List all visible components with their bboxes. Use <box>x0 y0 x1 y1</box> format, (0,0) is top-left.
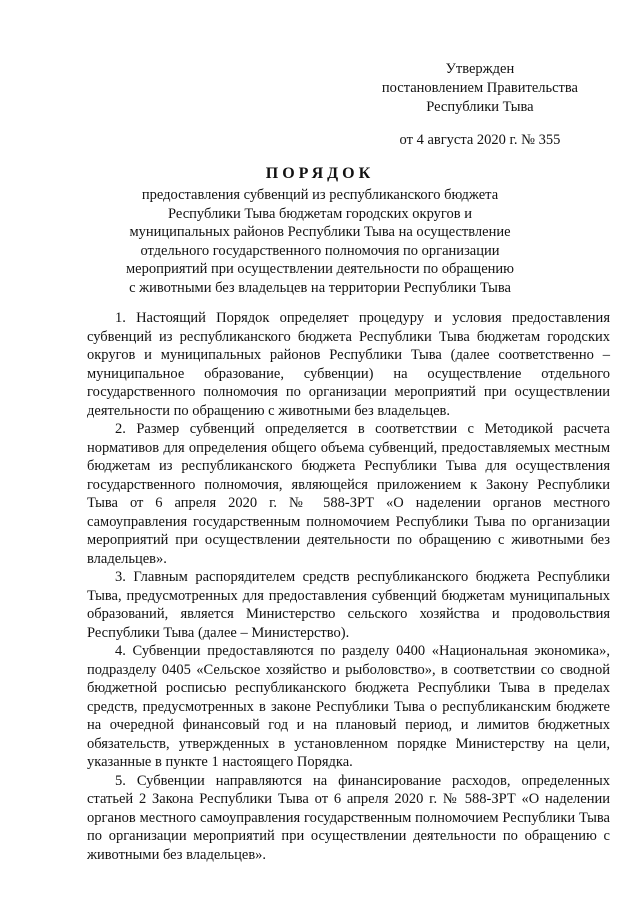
approval-date: от 4 августа 2020 г. № 355 <box>399 132 561 148</box>
approval-line-3: Республики Тыва <box>426 99 534 115</box>
document-subtitle <box>100 186 540 297</box>
approval-line-1: Утвержден <box>445 61 515 77</box>
paragraph-2: 2. Размер субвенций определяется в соответствии с Методикой расчета нормативов для определения общего объема субвенций, предоставляемых местным бюджетам из республиканского бюджета Республики Тыва для осуществления государственного полномочия, являющейся приложением к Закону Республики Тыва от 6 апреля 2020 г. № 588-ЗРТ «О наделении органов местного самоуправления государственным полномочием Республики Тыва по организации мероприятий при осуществлении деятельности по обращению с животными без владельцев». <box>87 421 610 567</box>
paragraph-1: 1. Настоящий Порядок определяет процедуру и условия предоставления субвенций из республиканского бюджета Республики Тыва бюджетам городских округов и муниципальных районов Республики Тыва (далее соответственно – муниципальное образование, субвенции) на осуществление отдельного государственного полномочия по организации мероприятий при осуществлении деятельности по обращению с животными без владельцев. <box>87 310 610 419</box>
approval-block <box>382 60 578 150</box>
paragraph-3: 3. Главным распорядителем средств республиканского бюджета Республики Тыва, предусмотренных для предоставления субвенций бюджетам муниципальных образований, является Министерство сельского хозяйства и продовольствия Республики Тыва (далее – Министерство). <box>87 569 610 641</box>
subtitle-line: с животными без владельцев на территории Республики Тыва <box>129 279 511 296</box>
subtitle-line: мероприятий при осуществлении деятельности по обращению <box>125 261 515 277</box>
subtitle-line: отдельного государственного полномочия по организации <box>140 242 500 259</box>
document-title: ПОРЯДОК <box>265 165 375 182</box>
subtitle-line: предоставления субвенций из республиканского бюджета <box>141 187 499 203</box>
subtitle-line: Республики Тыва бюджетам городских округов и <box>168 205 472 222</box>
approval-line-2: постановлением Правительства <box>381 80 578 96</box>
document-body <box>87 309 610 864</box>
subtitle-line: муниципальных районов Республики Тыва на осуществление <box>129 224 511 240</box>
paragraph-5: 5. Субвенции направляются на финансирование расходов, определенных статьей 2 Закона Республики Тыва от 6 апреля 2020 г. № 588-ЗРТ «О наделении органов местного самоуправления государственным полномочием Республики Тыва по организации мероприятий при осуществлении деятельности по обращению с животными без владельцев». <box>87 772 610 863</box>
paragraph-4: 4. Субвенции предоставляются по разделу 0400 «Национальная экономика», подразделу 0405 «Сельское хозяйство и рыболовство», в соответствии со сводной бюджетной росписью республиканского бюджета Республики Тыва в пределах средств, предусмотренных в законе Республики Тыва о республиканским бюджете на очередной финансовый год и на плановый период, и лимитов бюджетных обязательств, утвержденных в установленном порядке Министерству на цели, указанные в пункте 1 настоящего Порядка. <box>87 643 610 770</box>
